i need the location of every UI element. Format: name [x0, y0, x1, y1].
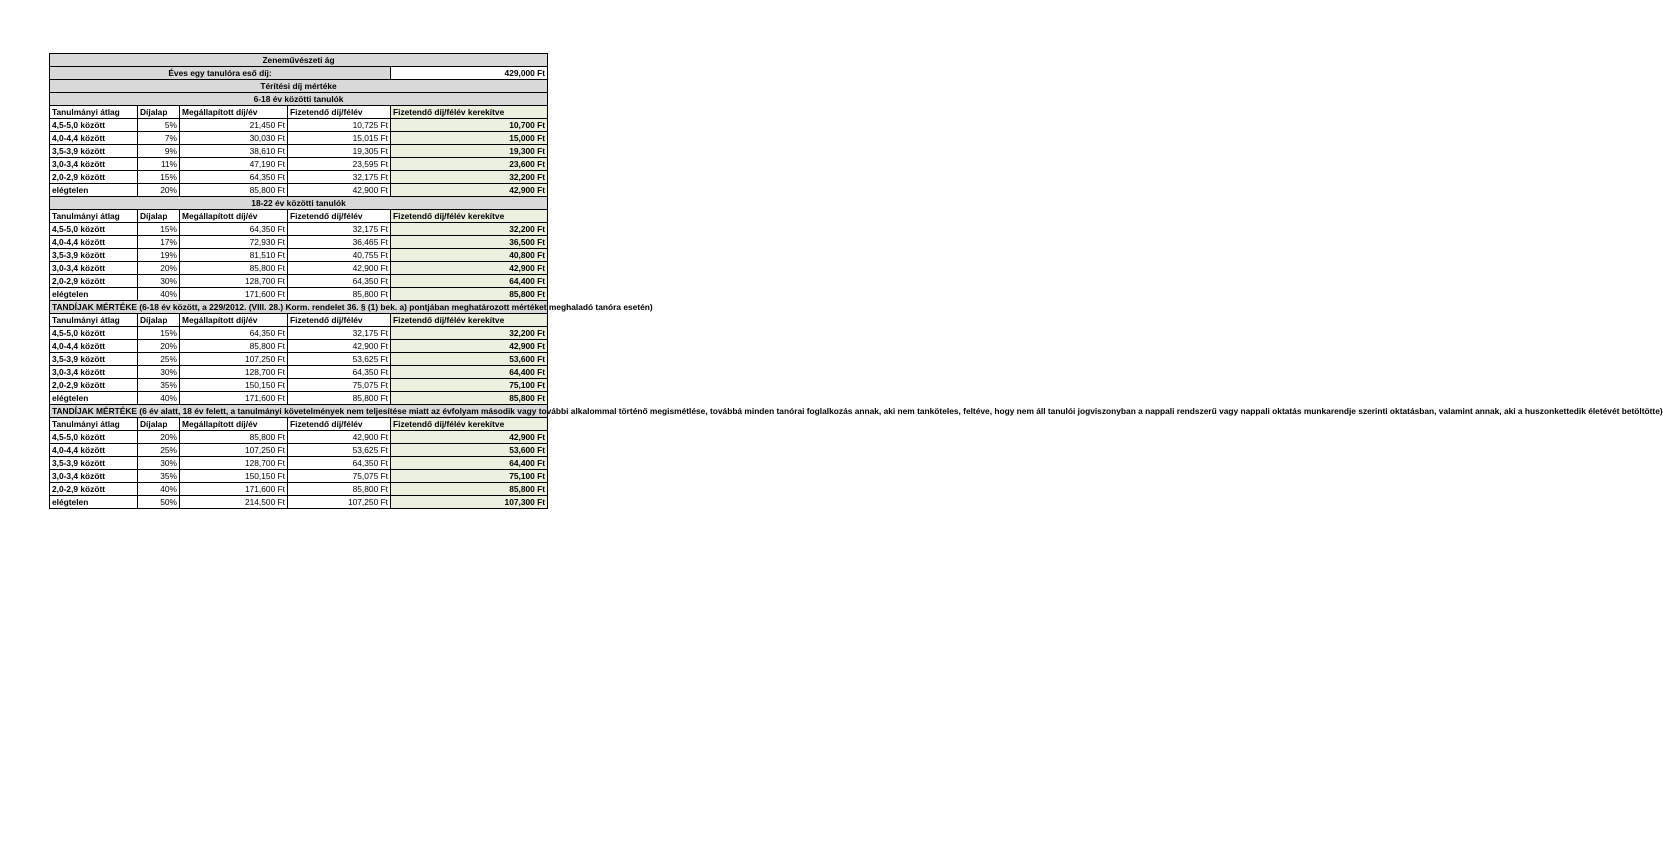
cell-annual-fee: 72,930 Ft — [180, 236, 288, 249]
cell-semester-fee-rounded: 19,300 Ft — [391, 145, 548, 158]
cell-semester-fee: 32,175 Ft — [288, 327, 391, 340]
cell-semester-fee-rounded: 10,700 Ft — [391, 119, 548, 132]
cell-rate: 50% — [138, 496, 180, 509]
cell-rate: 15% — [138, 223, 180, 236]
cell-annual-fee: 128,700 Ft — [180, 366, 288, 379]
column-header-semester-fee: Fizetendő díj/félév — [288, 314, 391, 327]
cell-average: 4,5-5,0 között — [50, 327, 138, 340]
cell-semester-fee-rounded: 42,900 Ft — [391, 431, 548, 444]
cell-semester-fee-rounded: 23,600 Ft — [391, 158, 548, 171]
cell-average: 4,5-5,0 között — [50, 431, 138, 444]
column-header-rate: Díjalap — [138, 106, 180, 119]
cell-semester-fee-rounded: 42,900 Ft — [391, 184, 548, 197]
cell-average: elégtelen — [50, 496, 138, 509]
cell-rate: 30% — [138, 275, 180, 288]
cell-average: 4,0-4,4 között — [50, 444, 138, 457]
cell-semester-fee-rounded: 32,200 Ft — [391, 223, 548, 236]
table-row — [50, 366, 548, 379]
cell-semester-fee: 85,800 Ft — [288, 392, 391, 405]
column-header-rate: Díjalap — [138, 418, 180, 431]
column-header-semester-fee: Fizetendő díj/félév — [288, 210, 391, 223]
cell-annual-fee: 171,600 Ft — [180, 288, 288, 301]
cell-rate: 7% — [138, 132, 180, 145]
table-row — [50, 184, 548, 197]
cell-semester-fee-rounded: 107,300 Ft — [391, 496, 548, 509]
cell-rate: 20% — [138, 340, 180, 353]
column-header-semester-fee-rounded: Fizetendő díj/félév kerekítve — [391, 210, 548, 223]
cell-rate: 19% — [138, 249, 180, 262]
cell-annual-fee: 38,610 Ft — [180, 145, 288, 158]
table-row — [50, 158, 548, 171]
cell-rate: 9% — [138, 145, 180, 158]
cell-average: 2,0-2,9 között — [50, 483, 138, 496]
cell-semester-fee-rounded: 32,200 Ft — [391, 171, 548, 184]
cell-semester-fee: 19,305 Ft — [288, 145, 391, 158]
column-header-annual-fee: Megállapított díj/év — [180, 210, 288, 223]
cell-semester-fee-rounded: 36,500 Ft — [391, 236, 548, 249]
cell-rate: 20% — [138, 431, 180, 444]
column-header-annual-fee: Megállapított díj/év — [180, 314, 288, 327]
table-row — [50, 457, 548, 470]
cell-rate: 35% — [138, 379, 180, 392]
column-header-average: Tanulmányi átlag — [50, 418, 138, 431]
section-heading: 6-18 év közötti tanulók — [50, 93, 548, 106]
cell-annual-fee: 85,800 Ft — [180, 340, 288, 353]
cell-semester-fee: 42,900 Ft — [288, 184, 391, 197]
cell-semester-fee: 42,900 Ft — [288, 340, 391, 353]
cell-semester-fee: 42,900 Ft — [288, 262, 391, 275]
cell-rate: 40% — [138, 288, 180, 301]
cell-average: 3,5-3,9 között — [50, 353, 138, 366]
cell-average: 3,5-3,9 között — [50, 145, 138, 158]
section-heading: 18-22 év közötti tanulók — [50, 197, 548, 210]
cell-rate: 40% — [138, 483, 180, 496]
cell-annual-fee: 171,600 Ft — [180, 392, 288, 405]
cell-average: 3,0-3,4 között — [50, 262, 138, 275]
cell-average: 4,0-4,4 között — [50, 236, 138, 249]
column-header-row — [50, 314, 548, 327]
cell-rate: 17% — [138, 236, 180, 249]
column-header-rate: Díjalap — [138, 210, 180, 223]
column-header-semester-fee-rounded: Fizetendő díj/félév kerekítve — [391, 418, 548, 431]
cell-average: elégtelen — [50, 392, 138, 405]
column-header-row — [50, 106, 548, 119]
cell-average: 2,0-2,9 között — [50, 171, 138, 184]
cell-semester-fee: 10,725 Ft — [288, 119, 391, 132]
column-header-annual-fee: Megállapított díj/év — [180, 418, 288, 431]
cell-average: 3,0-3,4 között — [50, 470, 138, 483]
cell-annual-fee: 171,600 Ft — [180, 483, 288, 496]
table-row — [50, 327, 548, 340]
table-row — [50, 145, 548, 158]
cell-semester-fee: 64,350 Ft — [288, 366, 391, 379]
cell-annual-fee: 21,450 Ft — [180, 119, 288, 132]
cell-semester-fee-rounded: 64,400 Ft — [391, 275, 548, 288]
cell-average: 2,0-2,9 között — [50, 275, 138, 288]
cell-annual-fee: 107,250 Ft — [180, 353, 288, 366]
cell-average: 4,0-4,4 között — [50, 340, 138, 353]
column-header-annual-fee: Megállapított díj/év — [180, 106, 288, 119]
column-header-average: Tanulmányi átlag — [50, 314, 138, 327]
table-row — [50, 340, 548, 353]
cell-semester-fee: 75,075 Ft — [288, 379, 391, 392]
column-header-semester-fee-rounded: Fizetendő díj/félév kerekítve — [391, 314, 548, 327]
cell-semester-fee-rounded: 32,200 Ft — [391, 327, 548, 340]
table-row — [50, 431, 548, 444]
cell-average: 3,0-3,4 között — [50, 366, 138, 379]
fee-table-body — [50, 54, 1663, 509]
cell-rate: 15% — [138, 171, 180, 184]
cell-semester-fee-rounded: 85,800 Ft — [391, 483, 548, 496]
cell-annual-fee: 128,700 Ft — [180, 457, 288, 470]
cell-annual-fee: 107,250 Ft — [180, 444, 288, 457]
cell-rate: 30% — [138, 457, 180, 470]
cell-semester-fee-rounded: 15,000 Ft — [391, 132, 548, 145]
cell-annual-fee: 85,800 Ft — [180, 262, 288, 275]
cell-semester-fee: 53,625 Ft — [288, 353, 391, 366]
column-header-row — [50, 210, 548, 223]
cell-rate: 20% — [138, 184, 180, 197]
cell-average: 4,5-5,0 között — [50, 119, 138, 132]
cell-rate: 25% — [138, 353, 180, 366]
table-row — [50, 496, 548, 509]
cell-semester-fee: 15,015 Ft — [288, 132, 391, 145]
cell-semester-fee-rounded: 42,900 Ft — [391, 340, 548, 353]
section-heading: TANDÍJAK MÉRTÉKE (6 év alatt, 18 év felett, a tanulmányi követelmények nem teljesítése miatt az évfolyam második vagy további alkalommal történő megismétlése, továbbá minden tanórai foglalkozás annak, aki nem tanköteles, feltéve, hogy nem áll tanulói jogviszonyban a nappali rendszerű vagy nappali oktatás munkarendje szerinti oktatásban, valamint annak, aki a huszonkettedik életévét betöltötte) — [50, 405, 548, 418]
table-row — [50, 483, 548, 496]
cell-semester-fee-rounded: 75,100 Ft — [391, 379, 548, 392]
section-heading-row — [50, 405, 548, 418]
cell-semester-fee: 42,900 Ft — [288, 431, 391, 444]
cell-semester-fee: 64,350 Ft — [288, 275, 391, 288]
cell-rate: 40% — [138, 392, 180, 405]
section-heading-row — [50, 197, 548, 210]
cell-rate: 30% — [138, 366, 180, 379]
cell-rate: 5% — [138, 119, 180, 132]
cell-annual-fee: 214,500 Ft — [180, 496, 288, 509]
cell-semester-fee-rounded: 53,600 Ft — [391, 353, 548, 366]
cell-average: 2,0-2,9 között — [50, 379, 138, 392]
cell-semester-fee-rounded: 64,400 Ft — [391, 366, 548, 379]
annual-fee-label: Éves egy tanulóra eső díj: — [50, 67, 391, 80]
cell-average: 3,0-3,4 között — [50, 158, 138, 171]
cell-average: 4,0-4,4 között — [50, 132, 138, 145]
cell-semester-fee: 85,800 Ft — [288, 483, 391, 496]
cell-annual-fee: 47,190 Ft — [180, 158, 288, 171]
annual-fee-value: 429,000 Ft — [391, 67, 548, 80]
cell-semester-fee: 53,625 Ft — [288, 444, 391, 457]
cell-annual-fee: 85,800 Ft — [180, 431, 288, 444]
fee-heading-row — [50, 80, 548, 93]
cell-annual-fee: 30,030 Ft — [180, 132, 288, 145]
table-row — [50, 236, 548, 249]
cell-rate: 11% — [138, 158, 180, 171]
cell-semester-fee-rounded: 42,900 Ft — [391, 262, 548, 275]
cell-average: 4,5-5,0 között — [50, 223, 138, 236]
cell-rate: 25% — [138, 444, 180, 457]
table-row — [50, 132, 548, 145]
table-row — [50, 171, 548, 184]
table-row — [50, 275, 548, 288]
cell-semester-fee: 64,350 Ft — [288, 457, 391, 470]
column-header-semester-fee: Fizetendő díj/félév — [288, 106, 391, 119]
cell-annual-fee: 64,350 Ft — [180, 223, 288, 236]
page-title: Zeneművészeti ág — [50, 54, 548, 67]
cell-annual-fee: 150,150 Ft — [180, 379, 288, 392]
cell-average: elégtelen — [50, 184, 138, 197]
column-header-semester-fee: Fizetendő díj/félév — [288, 418, 391, 431]
cell-semester-fee-rounded: 40,800 Ft — [391, 249, 548, 262]
table-row — [50, 353, 548, 366]
cell-semester-fee-rounded: 64,400 Ft — [391, 457, 548, 470]
cell-semester-fee-rounded: 85,800 Ft — [391, 288, 548, 301]
cell-average: elégtelen — [50, 288, 138, 301]
table-row — [50, 470, 548, 483]
table-row — [50, 119, 548, 132]
cell-semester-fee: 107,250 Ft — [288, 496, 391, 509]
section-heading-row — [50, 301, 548, 314]
annual-fee-row — [50, 67, 548, 80]
table-row — [50, 262, 548, 275]
cell-semester-fee-rounded: 85,800 Ft — [391, 392, 548, 405]
fee-heading: Térítési díj mértéke — [50, 80, 548, 93]
cell-annual-fee: 150,150 Ft — [180, 470, 288, 483]
cell-semester-fee: 32,175 Ft — [288, 171, 391, 184]
section-heading-row — [50, 93, 548, 106]
column-header-average: Tanulmányi átlag — [50, 210, 138, 223]
cell-annual-fee: 81,510 Ft — [180, 249, 288, 262]
cell-semester-fee: 32,175 Ft — [288, 223, 391, 236]
cell-average: 3,5-3,9 között — [50, 249, 138, 262]
table-row — [50, 444, 548, 457]
table-row — [50, 288, 548, 301]
cell-rate: 35% — [138, 470, 180, 483]
table-row — [50, 249, 548, 262]
column-header-rate: Díjalap — [138, 314, 180, 327]
cell-semester-fee-rounded: 75,100 Ft — [391, 470, 548, 483]
cell-rate: 15% — [138, 327, 180, 340]
fee-table — [49, 53, 1663, 509]
cell-semester-fee: 85,800 Ft — [288, 288, 391, 301]
title-row — [50, 54, 548, 67]
column-header-row — [50, 418, 548, 431]
cell-annual-fee: 64,350 Ft — [180, 327, 288, 340]
cell-semester-fee-rounded: 53,600 Ft — [391, 444, 548, 457]
cell-semester-fee: 36,465 Ft — [288, 236, 391, 249]
cell-semester-fee: 23,595 Ft — [288, 158, 391, 171]
cell-annual-fee: 85,800 Ft — [180, 184, 288, 197]
column-header-average: Tanulmányi átlag — [50, 106, 138, 119]
table-row — [50, 223, 548, 236]
table-row — [50, 392, 548, 405]
cell-semester-fee: 40,755 Ft — [288, 249, 391, 262]
table-row — [50, 379, 548, 392]
cell-rate: 20% — [138, 262, 180, 275]
section-heading: TANDÍJAK MÉRTÉKE (6-18 év között, a 229/2012. (VIII. 28.) Korm. rendelet 36. § (1) bek. a) pontjában meghatározott mértéket meghaladó tanóra esetén) — [50, 301, 548, 314]
cell-annual-fee: 128,700 Ft — [180, 275, 288, 288]
cell-annual-fee: 64,350 Ft — [180, 171, 288, 184]
column-header-semester-fee-rounded: Fizetendő díj/félév kerekítve — [391, 106, 548, 119]
cell-semester-fee: 75,075 Ft — [288, 470, 391, 483]
cell-average: 3,5-3,9 között — [50, 457, 138, 470]
